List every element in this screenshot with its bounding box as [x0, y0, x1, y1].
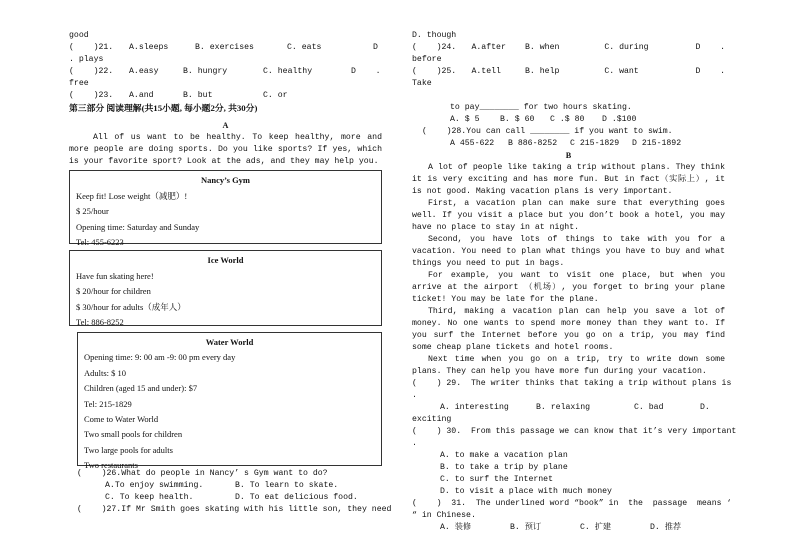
option-d: D . [695, 43, 726, 52]
option-a: A.and [129, 91, 154, 100]
question-27-continuation: to pay________ for two hours skating. [450, 103, 632, 112]
option-a: A 455-622 [450, 139, 495, 148]
passage-intro: All of us want to be healthy. To keep healthy, more and more people are doing sports. Do you like sports? If yes, which is your favorite sport? Look at the ads, and they may help you. [69, 133, 382, 166]
ad-line: Tel: 886-8252 [76, 317, 124, 327]
option-d: D. To eat delicious food. [235, 493, 358, 502]
option-continuation: Take [412, 79, 432, 88]
text-line: good [69, 31, 89, 40]
option-continuation: exciting [412, 415, 452, 424]
option-c: C. or [263, 91, 288, 100]
question-number: ( )24. [412, 43, 457, 52]
option-continuation: free [69, 79, 89, 88]
ad-line: Adults: $ 10 [84, 367, 127, 378]
paragraph: For example, you want to visit one place, but when you arrive at the airport （机场）, you forget to bring your plane ticket! You may be late for the plane. [412, 271, 725, 304]
option-b: B. hungry [183, 67, 228, 76]
ad-line: Opening time: Saturday and Sunday [76, 221, 200, 232]
option-c: C. during [604, 43, 649, 52]
question-31-stem: ( ) 31. The underlined word “book” in the passage means ‘ [412, 499, 732, 508]
ad-line: $ 30/hour for adults（成年人） [76, 301, 186, 312]
option-a: A.To enjoy swimming. [105, 481, 204, 490]
option-c: C 215-1829 [570, 139, 620, 148]
option-d: D 215-1892 [632, 139, 682, 148]
ad-line: Come to Water World [84, 414, 159, 425]
ad-title: Ice World [207, 255, 244, 265]
ad-line: Tel: 215-1829 [84, 398, 132, 409]
paragraph: Next time when you go on a trip, try to write down some plans. They can help you have more fun during your vacation. [412, 355, 725, 376]
option-b: B. but [183, 91, 213, 100]
option-a: A.tell [471, 67, 501, 76]
question-26-options-row1 [105, 480, 382, 492]
ad-water-world [77, 332, 382, 471]
option-b: B. To learn to skate. [235, 481, 339, 490]
ad-line: Children (aged 15 and under): $7 [84, 383, 198, 394]
question-24 [412, 42, 725, 54]
ad-title: Nancy’s Gym [200, 175, 251, 185]
ad-line: Have fun skating here! [76, 270, 154, 281]
text-line: D. though [412, 31, 457, 40]
option-b: B 886-8252 [508, 139, 558, 148]
question-number: ( )22. [69, 67, 114, 76]
option-c: C. healthy [263, 67, 313, 76]
ad-line: Two small pools for children [84, 429, 183, 440]
question-30-stem: ( ) 30. From this passage we can know that it’s very important [412, 427, 737, 436]
ad-line: Tel: 455-6223 [76, 237, 124, 247]
ad-nancys-gym [69, 170, 382, 247]
option-d: D. to visit a place with much money [440, 487, 612, 496]
option-a: A.easy [129, 67, 159, 76]
option-b: B. when [525, 43, 560, 52]
option-b: B. exercises [195, 43, 254, 52]
option-b: B. $ 60 [500, 115, 535, 124]
option-c: C. bad [634, 403, 664, 412]
paragraph: Third, making a vacation plan can help you save a lot of money. No one wants to spend more money than they want to. If you surf the Internet before you go on a trip, you may find some cheap plane tickets and hotel rooms. [412, 307, 725, 352]
paragraph: A lot of people like taking a trip without plans. They think it is very exciting and has more fun. But in fact（实际上）, it is not good. Making vacation plans is very important. [412, 163, 725, 196]
paragraph: Second, you have lots of things to take with you for a vacation. You need to plan what things you have to buy and what things you need to put in bags. [412, 235, 725, 268]
option-b: B. help [525, 67, 560, 76]
option-c: C. eats [287, 43, 322, 52]
ad-line: Two restaurants [84, 460, 138, 471]
left-column [69, 30, 392, 516]
option-continuation: . plays [69, 55, 104, 64]
question-27-stem: ( )27.If Mr Smith goes skating with his little son, they need [77, 505, 392, 514]
option-a: A.sleeps [129, 43, 169, 52]
option-c: C. To keep health. [105, 493, 194, 502]
option-d: D . [695, 67, 726, 76]
question-number: ( )23. [69, 91, 114, 100]
question-27-options [450, 114, 725, 126]
ad-line: Keep fit! Lose weight（减肥）! [76, 190, 188, 201]
ad-line: $ 20/hour for children [76, 286, 151, 296]
option-c: C. want [604, 67, 639, 76]
option-b: B. 预订 [510, 523, 542, 532]
question-29-options [440, 402, 725, 414]
question-number: ( )25. [412, 67, 457, 76]
option-c: C .$ 80 [550, 115, 585, 124]
question-31-options [440, 522, 725, 534]
passage-a-title: A [222, 121, 229, 130]
ad-ice-world [69, 250, 382, 326]
question-31-continuation: “ in Chinese. [412, 511, 476, 520]
question-26-stem: ( )26.What do people in Nancy’ s Gym want to do? [77, 469, 328, 478]
ad-line: Two large pools for adults [84, 444, 173, 455]
option-d: D . [351, 67, 381, 76]
option-a: A. interesting [440, 403, 509, 412]
right-column [412, 30, 737, 534]
passage-b-title: B [565, 151, 572, 160]
section-heading: 第三部分 阅读理解(共15小题, 每小题2分, 共30分) [69, 103, 258, 113]
option-d: D. [700, 403, 710, 412]
question-28-options [450, 138, 725, 150]
question-number: ( )21. [69, 43, 114, 52]
option-d: D .$100 [602, 115, 637, 124]
question-23 [69, 90, 382, 102]
option-d: D [373, 43, 378, 52]
option-a: A. 装修 [440, 523, 472, 532]
option-c: C. 扩建 [580, 523, 612, 532]
option-d: D. 推荐 [650, 523, 682, 532]
question-26-options-row2 [105, 492, 382, 504]
question-30-blank: . [412, 439, 417, 448]
ad-line: Opening time: 9: 00 am -9: 00 pm every day [84, 352, 236, 363]
ad-title: Water World [205, 337, 254, 347]
ad-line: $ 25/hour [76, 206, 109, 216]
option-b: B. relaxing [536, 403, 591, 412]
question-25 [412, 66, 725, 78]
paragraph: First, a vacation plan can make sure that everything goes well. If you visit a place but you don’t book a hotel, you may have no place to stay in at night. [412, 199, 725, 232]
option-b: B. to take a trip by plane [440, 463, 568, 472]
question-29-blank: . [412, 391, 417, 400]
option-a: A.after [471, 43, 506, 52]
question-28-stem: ( )28.You can call ________ if you want to swim. [422, 127, 673, 136]
option-c: C. to surf the Internet [440, 475, 554, 484]
question-29-stem: ( ) 29. The writer thinks that taking a trip without plans is [412, 379, 732, 388]
option-a: A. to make a vacation plan [440, 451, 568, 460]
option-a: A. $ 5 [450, 115, 480, 124]
option-continuation: before [412, 55, 442, 64]
question-22 [69, 66, 382, 78]
question-21 [69, 42, 382, 54]
